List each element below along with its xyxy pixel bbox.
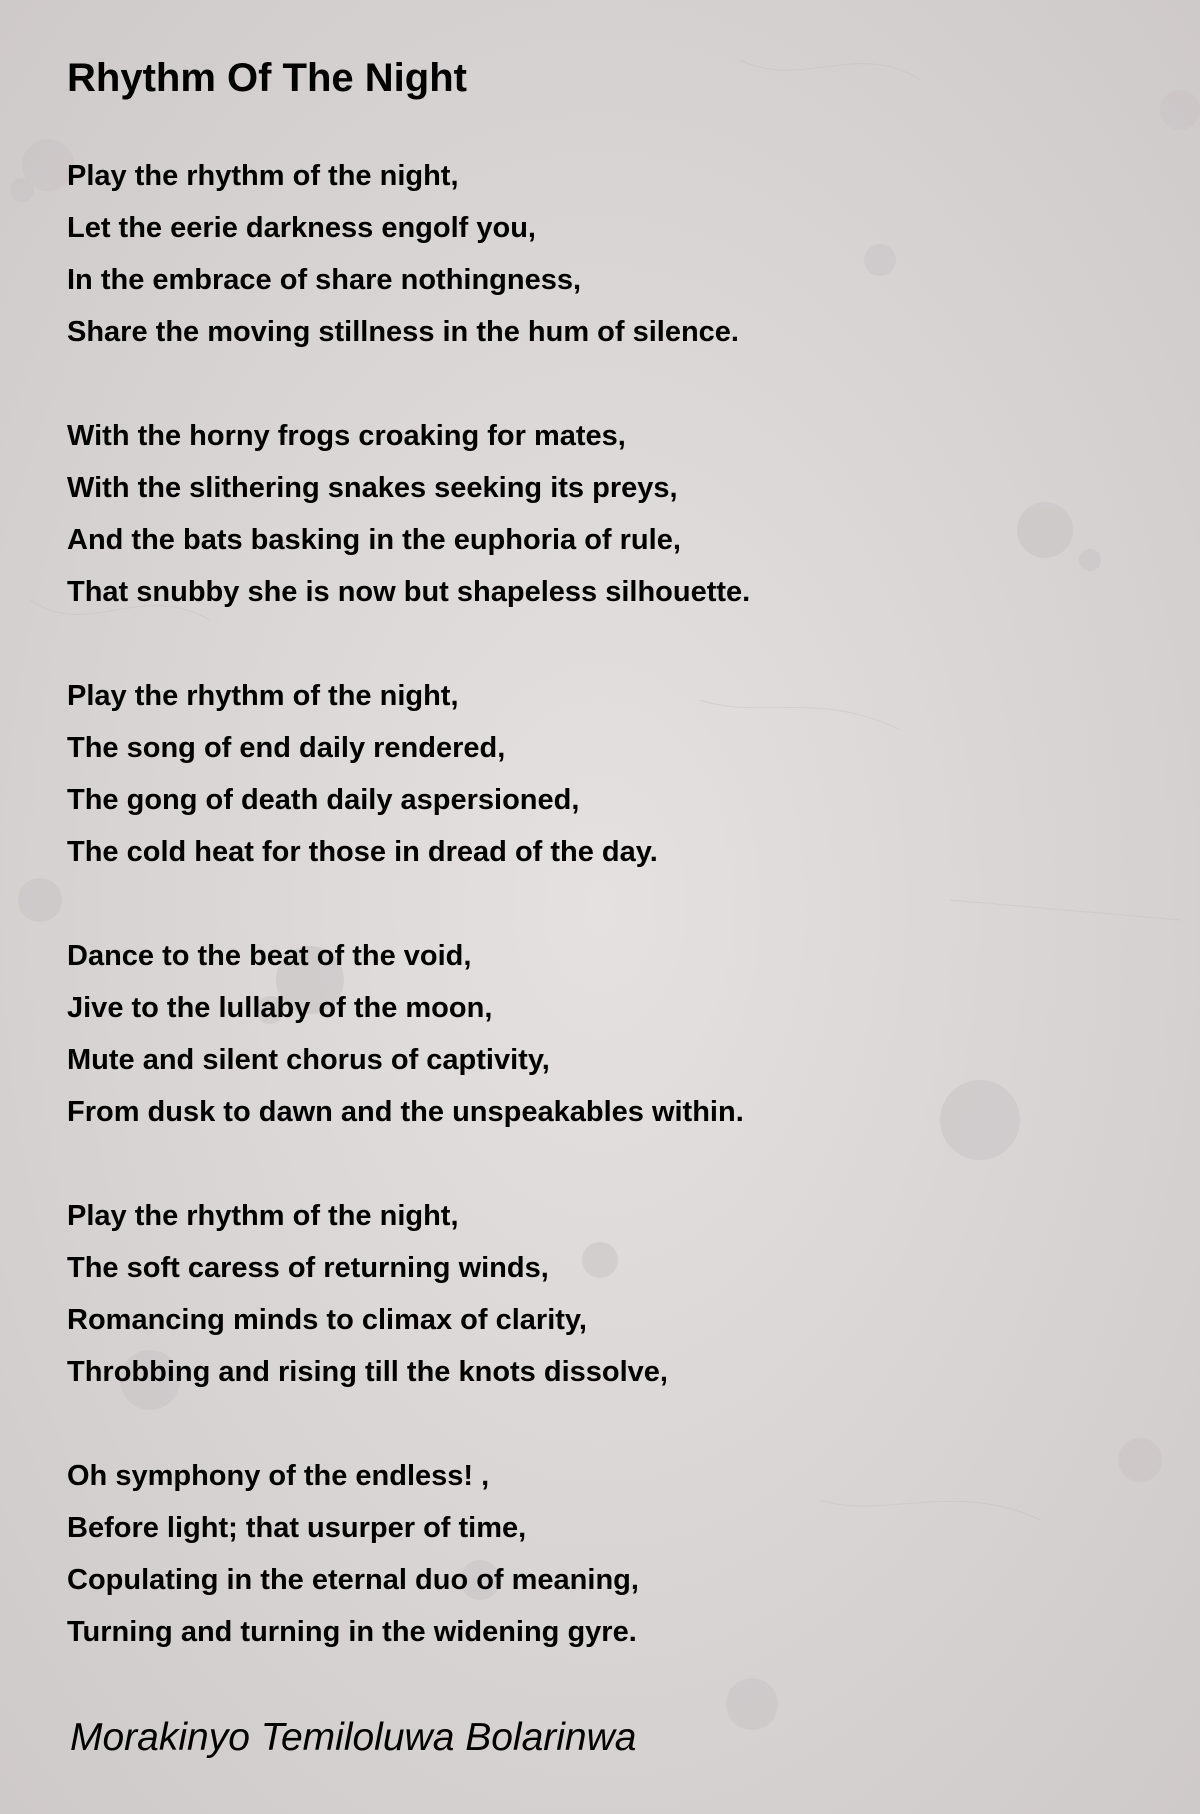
- poem-line: Let the eerie darkness engolf you,: [67, 212, 536, 244]
- poem-line: The soft caress of returning winds,: [67, 1252, 549, 1284]
- poem-line: With the slithering snakes seeking its preys,: [67, 472, 678, 504]
- stanza: [67, 1450, 1127, 1658]
- stanza: [67, 670, 1127, 878]
- poem-line: Share the moving stillness in the hum of silence.: [67, 316, 739, 348]
- poem-title: Rhythm Of The Night: [67, 56, 467, 100]
- poem-line: Oh symphony of the endless! ,: [67, 1460, 490, 1492]
- poem-line: Throbbing and rising till the knots dissolve,: [67, 1356, 668, 1388]
- poem-line: The song of end daily rendered,: [67, 732, 506, 764]
- poem-line: Mute and silent chorus of captivity,: [67, 1044, 550, 1076]
- poem-line: Play the rhythm of the night,: [67, 680, 459, 712]
- poem-line: Turning and turning in the widening gyre.: [67, 1616, 637, 1648]
- poem-line: Before light; that usurper of time,: [67, 1512, 527, 1544]
- poem-line: With the horny frogs croaking for mates,: [67, 420, 626, 452]
- stanza: [67, 150, 1127, 358]
- poem-line: Play the rhythm of the night,: [67, 160, 459, 192]
- stanza: [67, 410, 1127, 618]
- stanza: [67, 1190, 1127, 1398]
- stanza: [67, 930, 1127, 1138]
- poem-line: Romancing minds to climax of clarity,: [67, 1304, 587, 1336]
- poem-line: In the embrace of share nothingness,: [67, 264, 582, 296]
- poem-line: That snubby she is now but shapeless silhouette.: [67, 576, 751, 608]
- poem-line: Copulating in the eternal duo of meaning,: [67, 1564, 639, 1596]
- poem-line: Jive to the lullaby of the moon,: [67, 992, 493, 1024]
- poem-line: Play the rhythm of the night,: [67, 1200, 459, 1232]
- poem-author: Morakinyo Temiloluwa Bolarinwa: [70, 1716, 637, 1759]
- poem-body: [67, 150, 1127, 1710]
- poem-line: Dance to the beat of the void,: [67, 940, 472, 972]
- poem-line: And the bats basking in the euphoria of rule,: [67, 524, 681, 556]
- poem-line: The gong of death daily aspersioned,: [67, 784, 580, 816]
- poem-line: From dusk to dawn and the unspeakables within.: [67, 1096, 744, 1128]
- poem-line: The cold heat for those in dread of the day.: [67, 836, 658, 868]
